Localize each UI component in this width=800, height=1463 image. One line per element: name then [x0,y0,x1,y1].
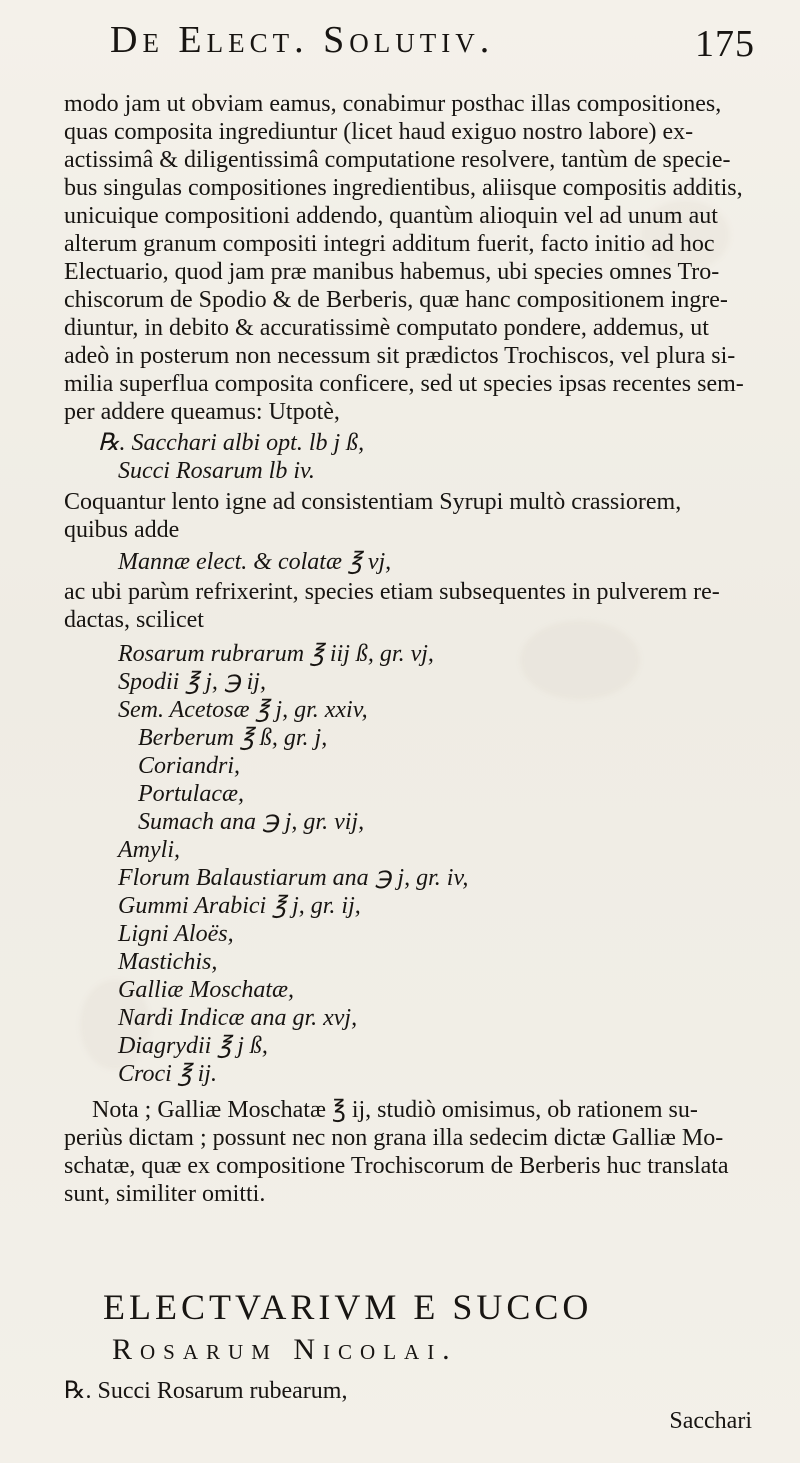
final-recipe-line: ℞. Succi Rosarum rubearum, [64,1378,348,1404]
nota-line-3: schatæ, quæ ex compositione Trochiscorum de Berberis huc translata [64,1153,729,1179]
ingredient-line-13: Galliæ Moschatæ, [118,977,295,1003]
ac-ubi-line-1: ac ubi parùm refrixerint, species etiam subsequentes in pulverem re- [64,579,720,605]
catchword: Sacchari [669,1408,752,1434]
section-title: ELECTVARIVM E SUCCO [103,1287,593,1327]
coquantur-line-1: Coquantur lento igne ad consistentiam Syrupi multò crassiorem, [64,489,682,515]
body-line-5: unicuique compositioni addendo, quantùm alioquin vel ad unum aut [64,203,718,229]
body-line-8: chiscorum de Spodio & de Berberis, quæ hanc compositionem ingre- [64,287,728,313]
ingredient-line-9: Florum Balaustiarum ana ℈ j, gr. iv, [118,865,469,891]
nota-line-4: sunt, similiter omitti. [64,1181,266,1207]
nota-line-2: periùs dictam ; possunt nec non grana illa sedecim dictæ Galliæ Mo- [64,1125,724,1151]
body-line-10: adeò in posterum non necessum sit prædictos Trochiscos, vel plura si- [64,343,736,369]
page-header [0,12,800,70]
ingredient-line-5: Coriandri, [138,753,241,779]
ingredient-line-2: Spodii ℥ j, ℈ ij, [118,669,266,695]
ingredient-line-12: Mastichis, [118,949,218,975]
ac-ubi-line-2: dactas, scilicet [64,607,204,633]
coquantur-line-2: quibus adde [64,517,180,543]
body-line-4: bus singulas compositiones ingredientibus, aliisque compositis additis, [64,175,743,201]
ingredient-line-15: Diagrydii ℥ j ß, [118,1033,268,1059]
body-line-3: actissimâ & diligentissimâ computatione resolvere, tantùm de specie- [64,147,731,173]
nota-line-1: Nota ; Galliæ Moschatæ ℥ ij, studiò omisimus, ob rationem su- [92,1097,698,1123]
recipe-line-2: Succi Rosarum lb iv. [118,458,315,484]
ingredient-line-1: Rosarum rubrarum ℥ iij ß, gr. vj, [118,641,434,667]
manna-line: Mannæ elect. & colatæ ℥ vj, [118,549,392,575]
ingredient-line-8: Amyli, [118,837,180,863]
ingredient-line-16: Croci ℥ ij. [118,1061,217,1087]
ingredient-line-4: Berberum ℥ ß, gr. j, [138,725,328,751]
body-line-2: quas composita ingrediuntur (licet haud exiguo nostro labore) ex- [64,119,694,145]
ingredient-line-7: Sumach ana ℈ j, gr. vij, [138,809,365,835]
recipe-line-1: ℞. Sacchari albi opt. lb j ß, [98,430,365,456]
ingredient-line-3: Sem. Acetosæ ℥ j, gr. xxiv, [118,697,368,723]
body-line-7: Electuario, quod jam præ manibus habemus, ubi species omnes Tro- [64,259,720,285]
body-line-1: modo jam ut obviam eamus, conabimur posthac illas compositiones, [64,91,722,117]
ingredient-line-10: Gummi Arabici ℥ j, gr. ij, [118,893,361,919]
ingredient-line-11: Ligni Aloës, [118,921,234,947]
body-line-11: milia superflua composita conficere, sed ut species ipsas recentes sem- [64,371,744,397]
body-line-12: per addere queamus: Utpotè, [64,399,340,425]
ingredient-line-14: Nardi Indicæ ana gr. xvj, [118,1005,358,1031]
running-title: De Elect. Solutiv. [110,19,495,61]
body-line-9: diuntur, in debito & accuratissimè computato pondere, addemus, ut [64,315,709,341]
body-line-6: alterum granum compositi integri additum fuerit, facto initio ad hoc [64,231,715,257]
page-number: 175 [695,23,755,65]
ingredient-line-6: Portulacæ, [138,781,244,807]
section-subtitle: Rosarum Nicolai. [112,1333,458,1366]
paper-stain [520,620,640,700]
